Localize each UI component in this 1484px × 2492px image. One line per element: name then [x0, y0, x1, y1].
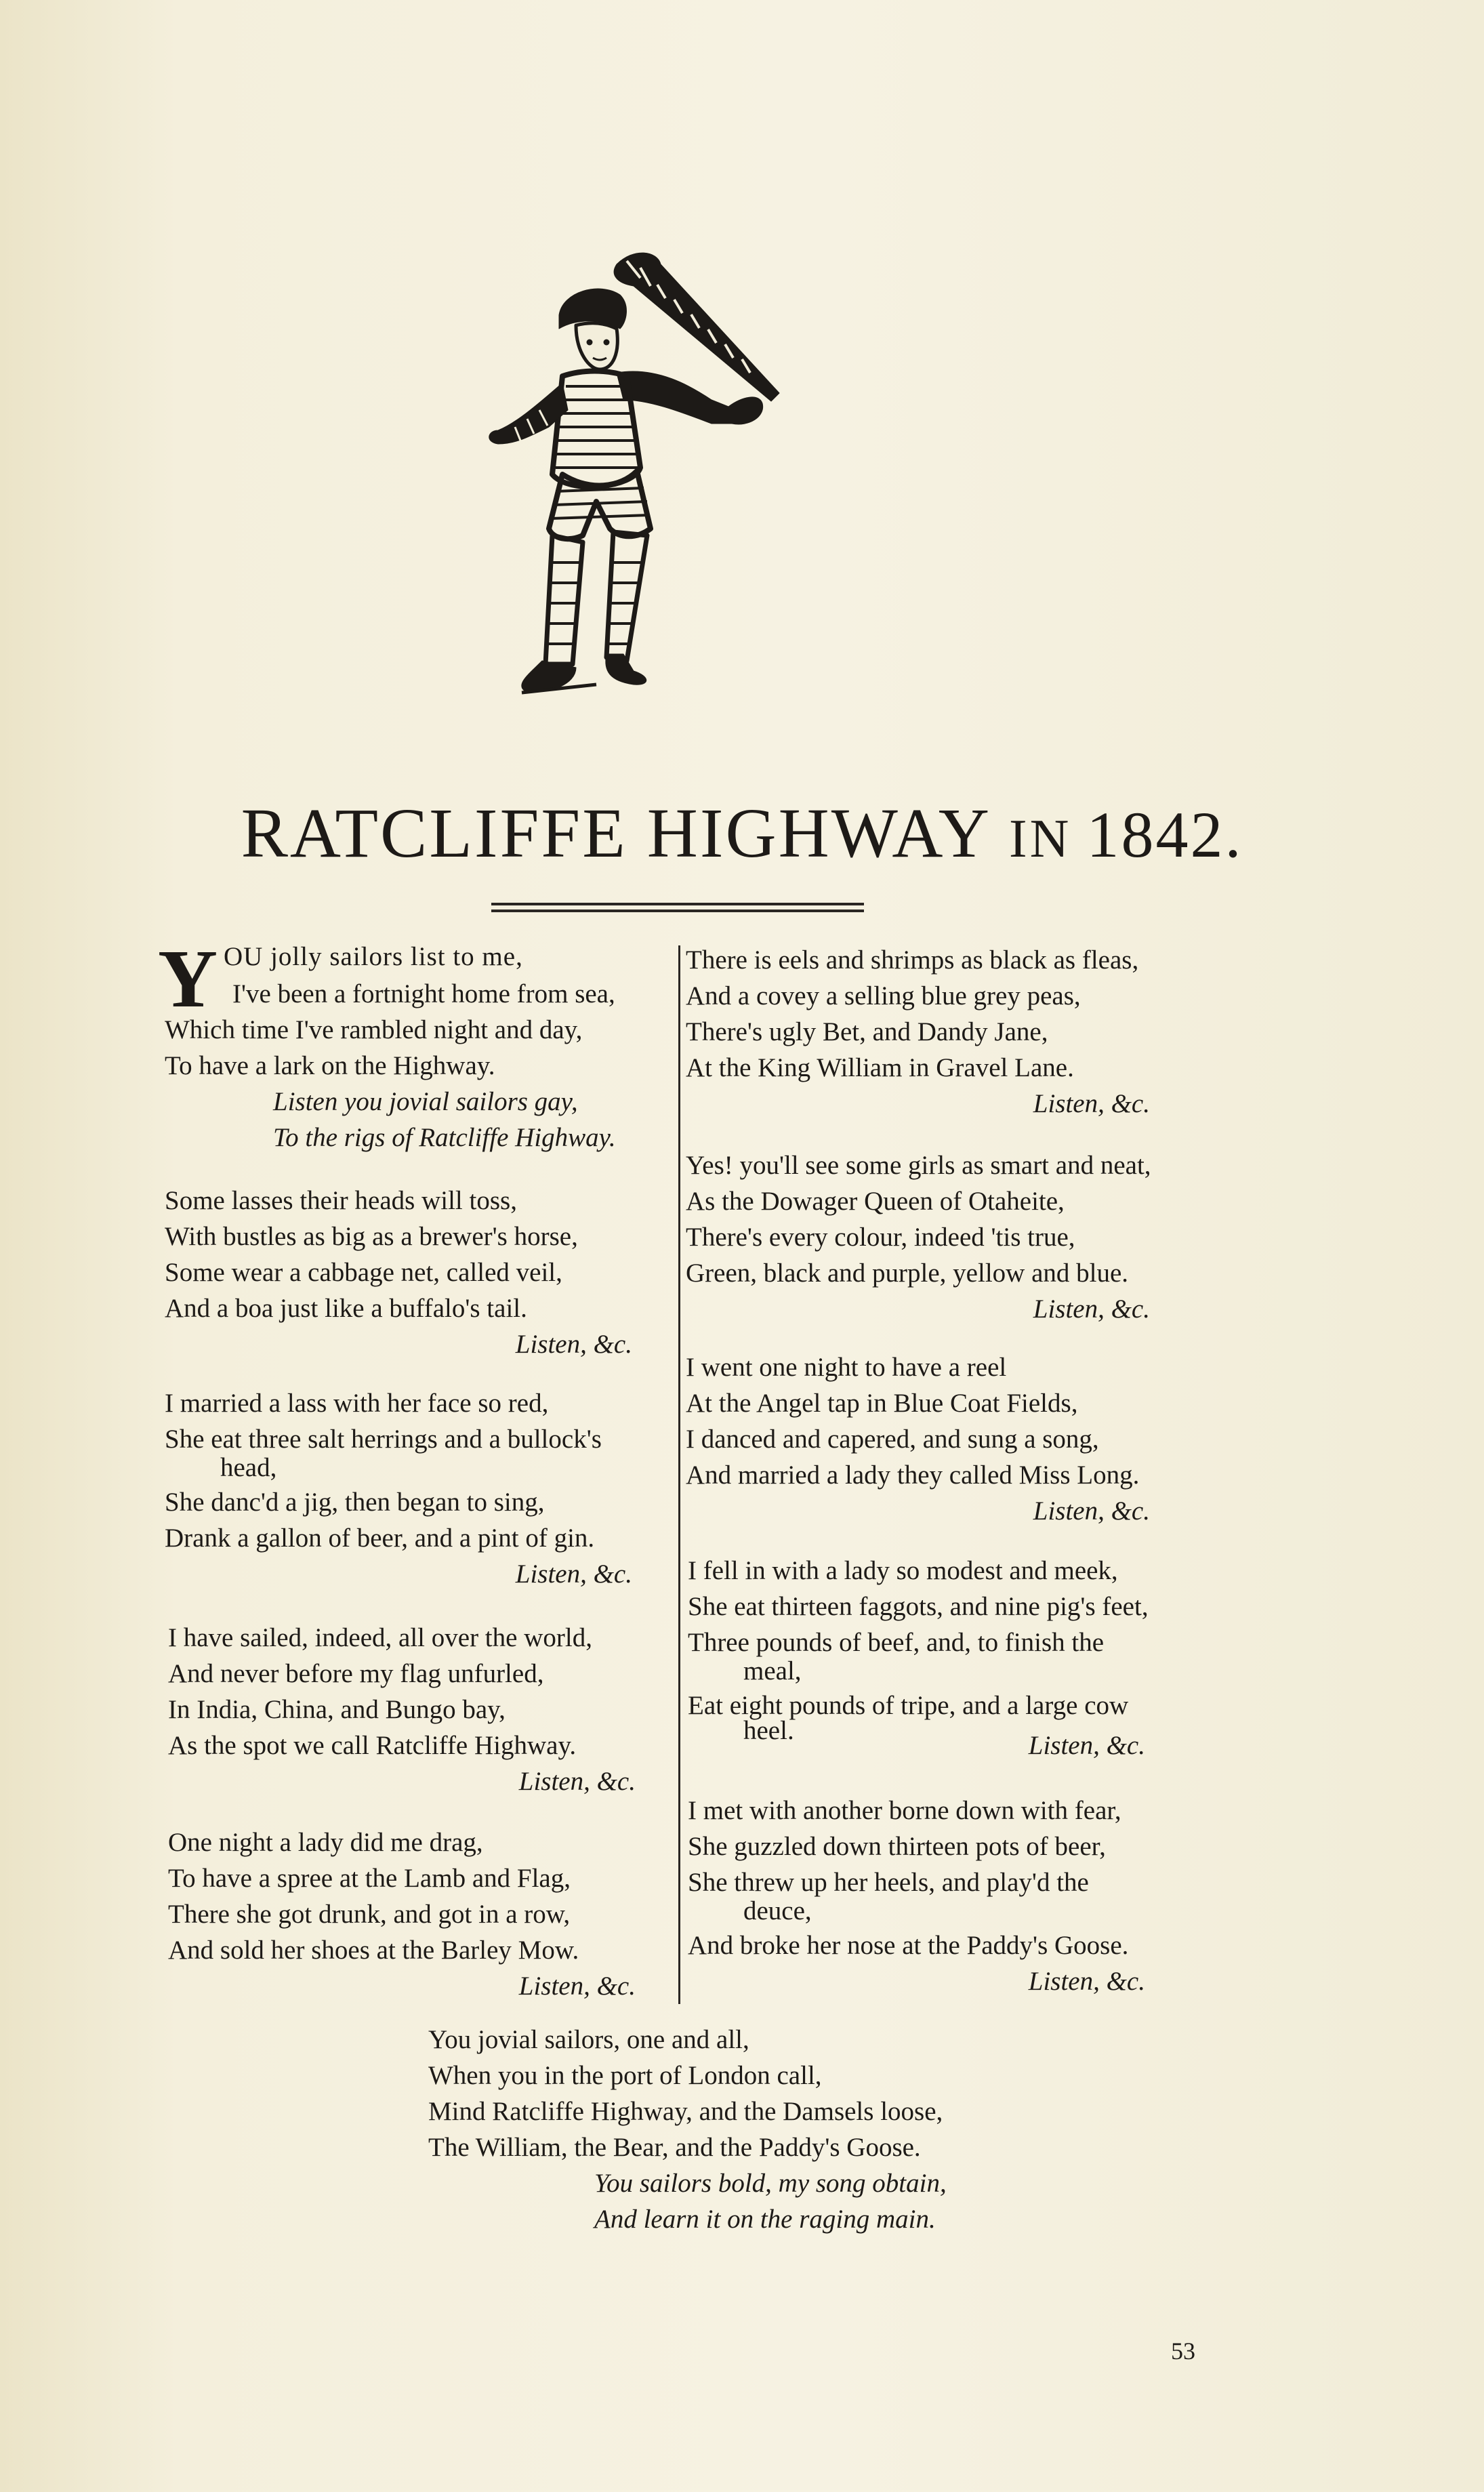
verse-line: And sold her shoes at the Barley Mow.	[168, 1936, 579, 1965]
listen-refrain: Listen, &c.	[518, 1767, 636, 1796]
verse-line: As the Dowager Queen of Otaheite,	[686, 1187, 1065, 1216]
title-main: RATCLIFFE HIGHWAY	[241, 794, 992, 872]
listen-refrain: Listen, &c.	[518, 1972, 636, 2001]
verse-line: As the spot we call Ratcliffe Highway.	[168, 1731, 577, 1760]
verse-line: And broke her nose at the Paddy's Goose.	[688, 1931, 1129, 1960]
right-stanza-4	[688, 1553, 1196, 1763]
left-stanza-2	[165, 1183, 632, 1362]
verse-line: She eat three salt herrings and a bullock's	[165, 1425, 602, 1454]
verse-line: One night a lady did me drag,	[168, 1828, 483, 1857]
verse-line: Mind Ratcliffe Highway, and the Damsels loose,	[428, 2097, 943, 2126]
verse-line: Which time I've rambled night and day,	[165, 1015, 583, 1044]
verse-line: And a covey a selling blue grey peas,	[686, 981, 1081, 1010]
left-stanza-5	[168, 1824, 636, 2004]
verse-line: She guzzled down thirteen pots of beer,	[688, 1832, 1106, 1861]
verse-line: When you in the port of London call,	[428, 2061, 822, 2090]
verse-line: I danced and capered, and sung a song,	[686, 1425, 1099, 1454]
verse-line: She threw up her heels, and play'd the	[688, 1868, 1089, 1897]
verse-line: To have a spree at the Lamb and Flag,	[168, 1864, 571, 1893]
verse-line: With bustles as big as a brewer's horse,	[165, 1222, 578, 1251]
verse-line-continuation: heel.	[743, 1716, 794, 1745]
column-divider	[678, 945, 680, 2004]
verse-line: I have sailed, indeed, all over the world,	[168, 1623, 592, 1652]
chorus-line: And learn it on the raging main.	[594, 2205, 936, 2234]
chorus-line: To the rigs of Ratcliffe Highway.	[273, 1123, 616, 1152]
verse-line: Some lasses their heads will toss,	[165, 1186, 517, 1215]
verse-line: And a boa just like a buffalo's tail.	[165, 1294, 527, 1323]
page-number: 53	[1171, 2337, 1195, 2365]
verse-line: You jovial sailors, one and all,	[428, 2025, 749, 2054]
verse-line: Yes! you'll see some girls as smart and neat,	[686, 1151, 1151, 1180]
right-stanza-3	[686, 1349, 1201, 1529]
verse-line: To have a lark on the Highway.	[165, 1051, 495, 1080]
verse-line: Green, black and purple, yellow and blue.	[686, 1259, 1129, 1288]
verse-line: There's ugly Bet, and Dandy Jane,	[686, 1017, 1048, 1046]
title-year: 1842.	[1086, 798, 1243, 871]
listen-refrain: Listen, &c.	[1033, 1294, 1150, 1324]
verse-line: The William, the Bear, and the Paddy's Goose.	[428, 2133, 921, 2162]
chorus-line: You sailors bold, my song obtain,	[594, 2169, 947, 2198]
listen-refrain: Listen, &c.	[1033, 1089, 1150, 1118]
left-stanza-4	[168, 1620, 636, 1799]
verse-line-continuation: head,	[220, 1453, 277, 1482]
verse-line: And married a lady they called Miss Long.	[686, 1461, 1140, 1490]
verse-line: There's every colour, indeed 'tis true,	[686, 1223, 1075, 1252]
right-stanza-5	[688, 1793, 1196, 1999]
chorus-line: Listen you jovial sailors gay,	[273, 1087, 578, 1116]
verse-line: There is eels and shrimps as black as fleas,	[686, 945, 1139, 975]
left-stanza-1	[165, 976, 666, 1156]
right-stanza-2	[686, 1147, 1201, 1327]
verse-line: Some wear a cabbage net, called veil,	[165, 1258, 562, 1287]
listen-refrain: Listen, &c.	[1028, 1967, 1145, 1996]
verse-line: I went one night to have a reel	[686, 1353, 1007, 1382]
verse-line: In India, China, and Bungo bay,	[168, 1695, 506, 1724]
verse-line-continuation: deuce,	[743, 1896, 812, 1925]
verse-line: I married a lass with her face so red,	[165, 1389, 549, 1418]
verse-line: She eat thirteen faggots, and nine pig's feet,	[688, 1592, 1149, 1621]
verse-line: At the Angel tap in Blue Coat Fields,	[686, 1389, 1078, 1418]
verse-line: There she got drunk, and got in a row,	[168, 1900, 571, 1929]
listen-refrain: Listen, &c.	[515, 1330, 632, 1359]
verse-line: I met with another borne down with fear,	[688, 1796, 1121, 1825]
listen-refrain: Listen, &c.	[515, 1559, 632, 1589]
verse-line: Eat eight pounds of tripe, and a large cow	[688, 1691, 1129, 1720]
title-rule-top	[491, 903, 864, 905]
title-rule-bottom	[491, 910, 864, 912]
poem-title	[0, 793, 1484, 881]
left-stanza-3	[165, 1385, 666, 1592]
verse-line: At the King William in Gravel Lane.	[686, 1053, 1074, 1082]
drop-cap-letter: Y	[158, 933, 218, 1025]
verse-line: She danc'd a jig, then began to sing,	[165, 1488, 545, 1517]
listen-refrain: Listen, &c.	[1033, 1496, 1150, 1526]
listen-refrain: Listen, &c.	[1028, 1731, 1145, 1760]
verse-line: Drank a gallon of beer, and a pint of gin.	[165, 1524, 595, 1553]
verse-line: I fell in with a lady so modest and meek,	[688, 1556, 1118, 1585]
verse-line: Three pounds of beef, and, to finish the	[688, 1628, 1105, 1657]
first-line: OU jolly sailors list to me,	[224, 942, 523, 971]
final-stanza	[428, 2022, 1038, 2237]
verse-line: And never before my flag unfurled,	[168, 1659, 544, 1688]
verse-line: I've been a fortnight home from sea,	[232, 979, 615, 1008]
title-in: IN	[1009, 809, 1072, 869]
verse-line-continuation: meal,	[743, 1656, 802, 1686]
sailor-woodcut-illustration	[488, 244, 881, 759]
right-stanza-1	[686, 942, 1201, 1122]
